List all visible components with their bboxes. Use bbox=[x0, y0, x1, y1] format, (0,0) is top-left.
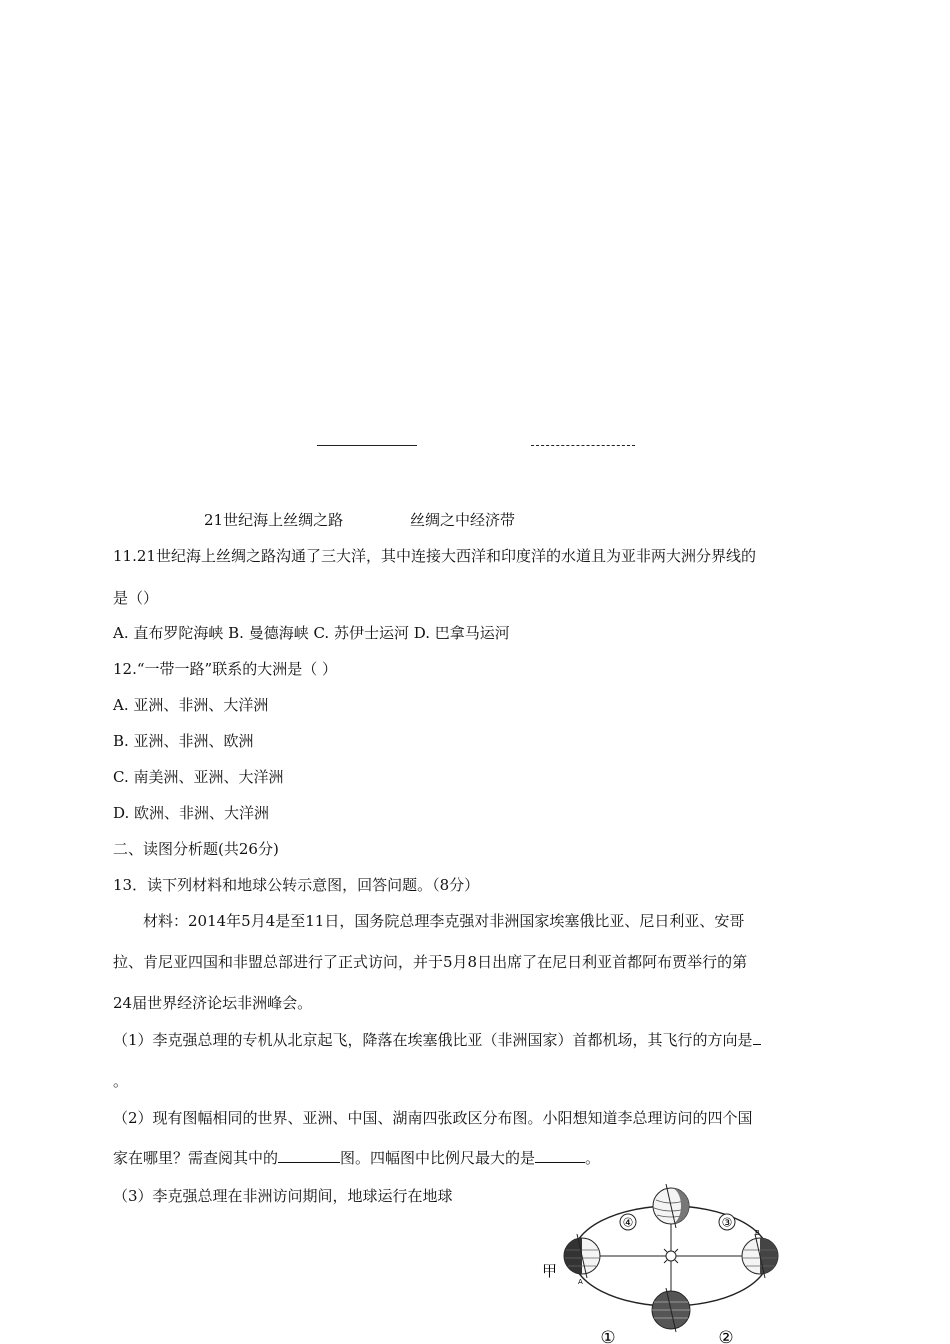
point-a-label: A bbox=[578, 1278, 583, 1286]
q11-options: A. 直布罗陀海峡 B. 曼德海峡 C. 苏伊士运河 D. 巴拿马运河 bbox=[113, 624, 510, 642]
maritime-route-legend-label: 21世纪海上丝绸之路 bbox=[204, 511, 344, 529]
point-b-label: B bbox=[755, 1229, 760, 1237]
q13-sub2-blank2[interactable] bbox=[535, 1148, 585, 1163]
q13-sub2-part-c: 。 bbox=[585, 1149, 601, 1167]
q13-sub1-line2: 。 bbox=[113, 1072, 129, 1090]
earth-right-icon bbox=[742, 1234, 778, 1278]
q13-material-line3: 24届世界经济论坛非洲峰会。 bbox=[113, 994, 313, 1012]
q13-sub1-answer-blank[interactable] bbox=[753, 1030, 761, 1045]
economic-belt-legend-label: 丝绸之中经济带 bbox=[410, 511, 516, 529]
position-3-label: ③ bbox=[721, 1215, 733, 1230]
q13-sub3: （3）李克强总理在非洲访问期间，地球运行在地球 bbox=[113, 1187, 453, 1205]
position-1-label: ① bbox=[600, 1328, 616, 1344]
q12-option-b: B. 亚洲、非洲、欧洲 bbox=[113, 732, 254, 750]
q11-stem-line2: 是（） bbox=[113, 589, 159, 607]
q13-material-line1: 材料：2014年5月4是至11日，国务院总理李克强对非洲国家埃塞俄比亚、尼日利亚、安哥 bbox=[143, 912, 745, 930]
q12-option-c: C. 南美洲、亚洲、大洋洲 bbox=[113, 768, 284, 786]
q12-option-d: D. 欧洲、非洲、大洋洲 bbox=[113, 804, 270, 822]
q13-sub2-line1: （2）现有图幅相同的世界、亚洲、中国、湖南四张政区分布图。小阳想知道李总理访问的四个国 bbox=[113, 1109, 753, 1127]
maritime-route-legend-line bbox=[317, 445, 417, 446]
sun-icon bbox=[661, 1246, 681, 1266]
section-heading: 二、读图分析题(共26分) bbox=[113, 840, 279, 858]
q11-stem-line1: 11.21世纪海上丝绸之路沟通了三大洋，其中连接大西洋和印度洋的水道且为亚非两大洲分界线的 bbox=[113, 547, 756, 565]
label-jia: 甲 bbox=[542, 1262, 558, 1280]
position-2-label: ② bbox=[718, 1328, 734, 1344]
q13-sub2-line2 bbox=[113, 1147, 600, 1168]
earth-top-icon bbox=[653, 1184, 689, 1228]
q13-sub1-line1 bbox=[113, 1029, 761, 1050]
position-4-label: ④ bbox=[622, 1215, 634, 1230]
q13-sub1-text: （1）李克强总理的专机从北京起飞，降落在埃塞俄比亚（非洲国家）首都机场，其飞行的方向是 bbox=[113, 1031, 753, 1049]
q12-option-a: A. 亚洲、非洲、大洋洲 bbox=[113, 696, 269, 714]
q13-sub2-part-b: 图。四幅图中比例尺最大的是 bbox=[340, 1149, 536, 1167]
earth-bottom-icon bbox=[652, 1288, 690, 1332]
q13-sub2-part-a: 家在哪里？需查阅其中的 bbox=[113, 1149, 279, 1167]
earth-left-icon bbox=[564, 1234, 600, 1278]
earth-revolution-diagram bbox=[540, 1180, 800, 1344]
q12-stem: 12.“一带一路”联系的大洲是（ ） bbox=[113, 660, 337, 678]
q13-sub2-blank1[interactable] bbox=[278, 1148, 340, 1163]
q13-stem: 13．读下列材料和地球公转示意图，回答问题。（8分） bbox=[113, 876, 480, 894]
economic-belt-legend-line bbox=[531, 445, 635, 446]
q13-material-line2: 拉、肯尼亚四国和非盟总部进行了正式访问，并于5月8日出席了在尼日利亚首都阿布贾举行的第 bbox=[113, 953, 748, 971]
